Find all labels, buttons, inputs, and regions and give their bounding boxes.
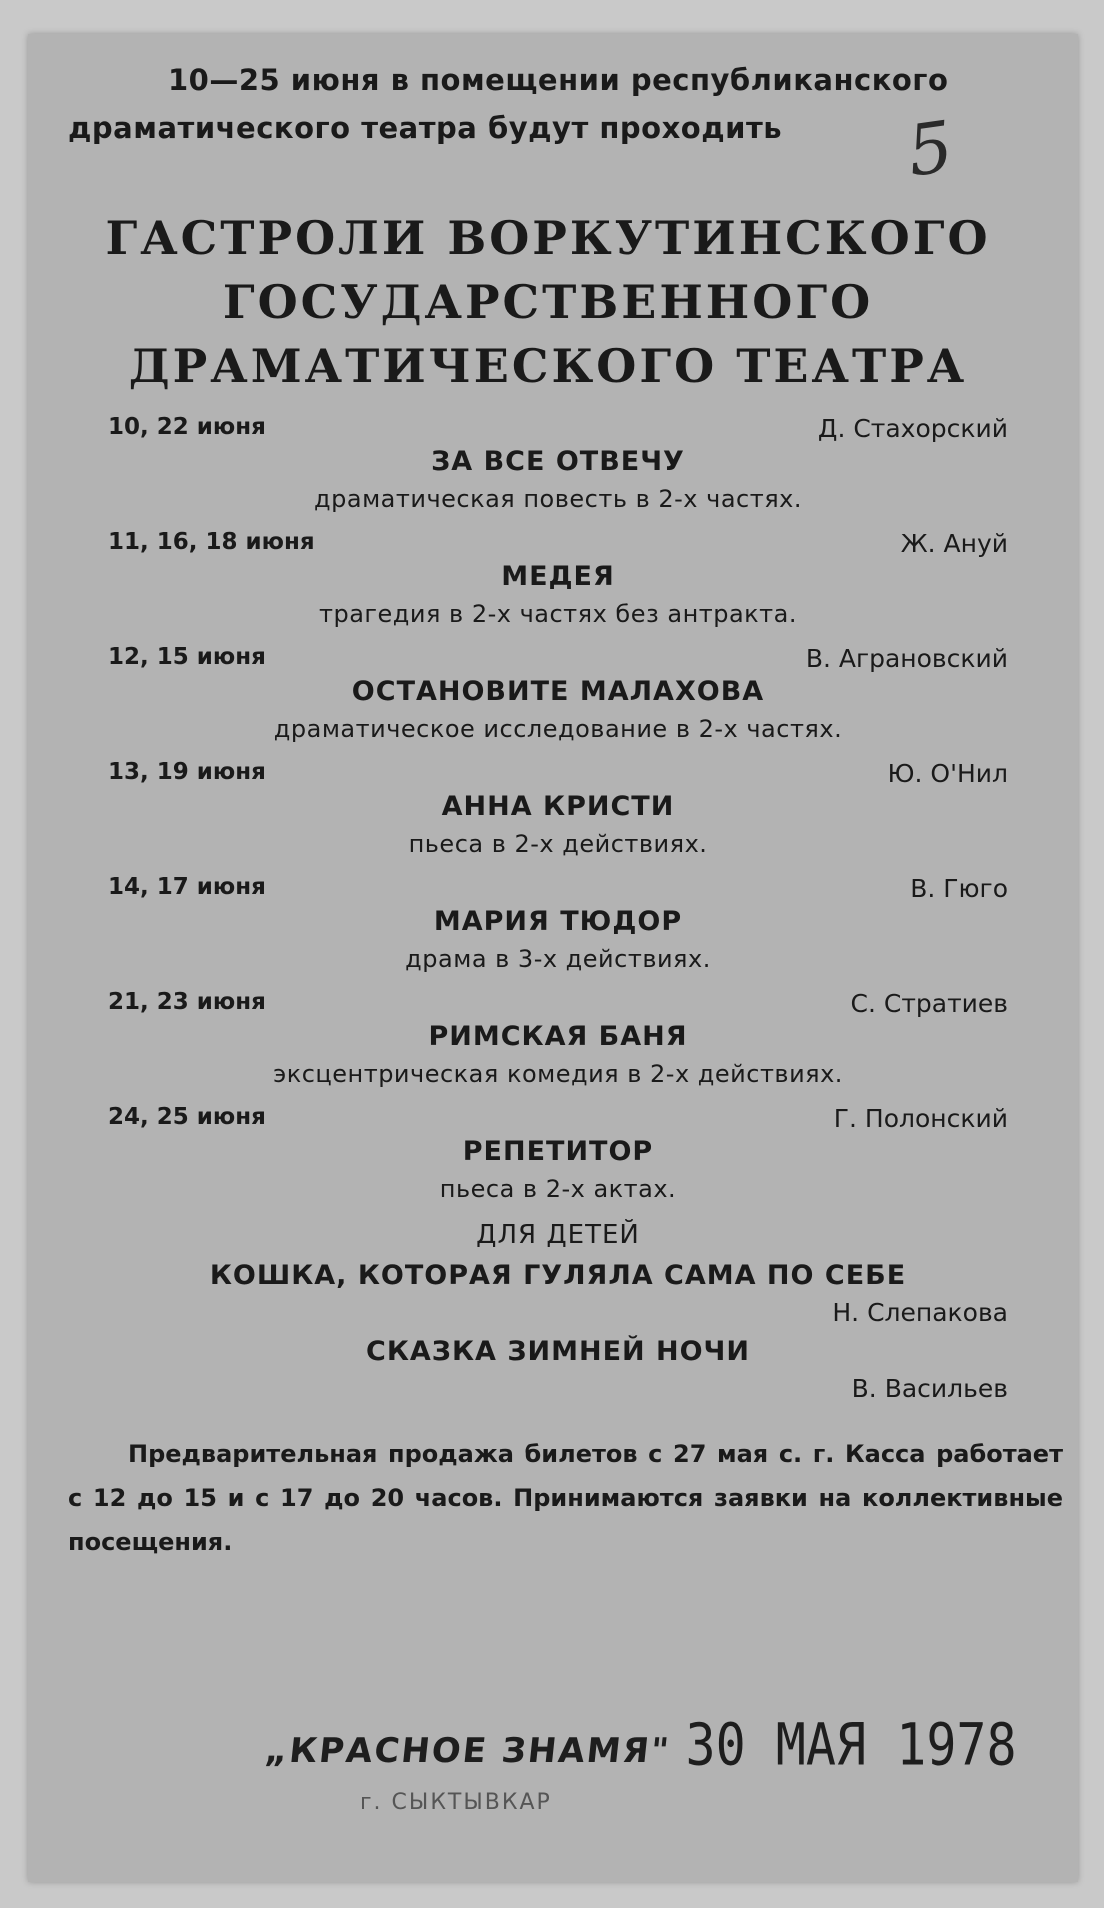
show-title: ОСТАНОВИТЕ МАЛАХОВА <box>351 676 765 707</box>
handwritten-mark: 5 <box>902 105 959 193</box>
show-author: В. Гюго <box>910 874 1008 903</box>
show-genre: эксцентрическая комедия в 2-х действиях. <box>273 1060 843 1088</box>
intro-line-1: 10—25 июня в помещении республиканского <box>168 63 949 97</box>
show-title: МАРИЯ ТЮДОР <box>433 906 683 937</box>
show-entry <box>108 414 1008 529</box>
stamp-city: г. СЫКТЫВКАР <box>360 1790 552 1815</box>
show-author: Ю. О'Нил <box>887 759 1008 788</box>
kids-play-author: Н. Слепакова <box>832 1298 1008 1327</box>
show-entry <box>108 989 1008 1104</box>
tour-title <box>68 206 1028 398</box>
show-dates: 13, 19 июня <box>108 759 266 785</box>
show-dates: 14, 17 июня <box>108 874 266 900</box>
kids-heading: ДЛЯ ДЕТЕЙ <box>476 1220 640 1250</box>
show-author: Ж. Ануй <box>900 529 1008 558</box>
newspaper-stamp <box>262 1711 1017 1779</box>
title-line-3: ДРАМАТИЧЕСКОГО ТЕАТРА <box>128 339 968 393</box>
show-list <box>108 414 1008 1219</box>
show-title: РЕПЕТИТОР <box>462 1136 654 1167</box>
title-line-1: ГАСТРОЛИ ВОРКУТИНСКОГО <box>105 211 991 265</box>
show-entry <box>108 529 1008 644</box>
show-title: АННА КРИСТИ <box>441 791 675 822</box>
kids-play-title: СКАЗКА ЗИМНЕЙ НОЧИ <box>366 1336 750 1367</box>
show-dates: 21, 23 июня <box>108 989 266 1015</box>
intro-line-2: драматического театра будут проходить <box>68 111 783 145</box>
show-dates: 12, 15 июня <box>108 644 266 670</box>
show-genre: пьеса в 2-х действиях. <box>408 830 708 858</box>
show-entry <box>108 874 1008 989</box>
show-title: РИМСКАЯ БАНЯ <box>428 1021 688 1052</box>
show-dates: 11, 16, 18 июня <box>108 529 315 555</box>
show-genre: пьеса в 2-х актах. <box>439 1175 677 1203</box>
show-entry <box>108 759 1008 874</box>
show-author: С. Стратиев <box>850 989 1008 1018</box>
show-dates: 24, 25 июня <box>108 1104 266 1130</box>
show-genre: драма в 3-х действиях. <box>405 945 711 973</box>
show-dates: 10, 22 июня <box>108 414 266 440</box>
show-entry <box>108 1104 1008 1219</box>
clipping-page <box>28 34 1078 1882</box>
show-author: Г. Полонский <box>833 1104 1008 1133</box>
show-title: ЗА ВСЕ ОТВЕЧУ <box>431 446 685 477</box>
show-genre: драматическая повесть в 2-х частях. <box>314 485 802 513</box>
kids-play-title: КОШКА, КОТОРАЯ ГУЛЯЛА САМА ПО СЕБЕ <box>209 1260 907 1291</box>
show-author: В. Аграновский <box>805 644 1008 673</box>
show-author: Д. Стахорский <box>817 414 1008 443</box>
stamp-date: 30 МАЯ 1978 <box>685 1711 1017 1779</box>
kids-play-author: В. Васильев <box>851 1374 1008 1403</box>
kids-section <box>108 1220 1008 1412</box>
show-entry <box>108 644 1008 759</box>
show-title: МЕДЕЯ <box>501 561 615 592</box>
title-line-2: ГОСУДАРСТВЕННОГО <box>222 275 874 329</box>
show-genre: драматическое исследование в 2-х частях. <box>273 715 843 743</box>
newspaper-name: „КРАСНОЕ ЗНАМЯ" <box>262 1731 673 1771</box>
intro-text <box>68 56 1048 152</box>
show-genre: трагедия в 2-х частях без антракта. <box>318 600 797 628</box>
ticket-info: Предварительная продажа билетов с 27 мая с. г. Касса работает с 12 до 15 и с 17 до 20 часов. Принимаются заявки на коллективные посещения. <box>68 1440 1063 1556</box>
